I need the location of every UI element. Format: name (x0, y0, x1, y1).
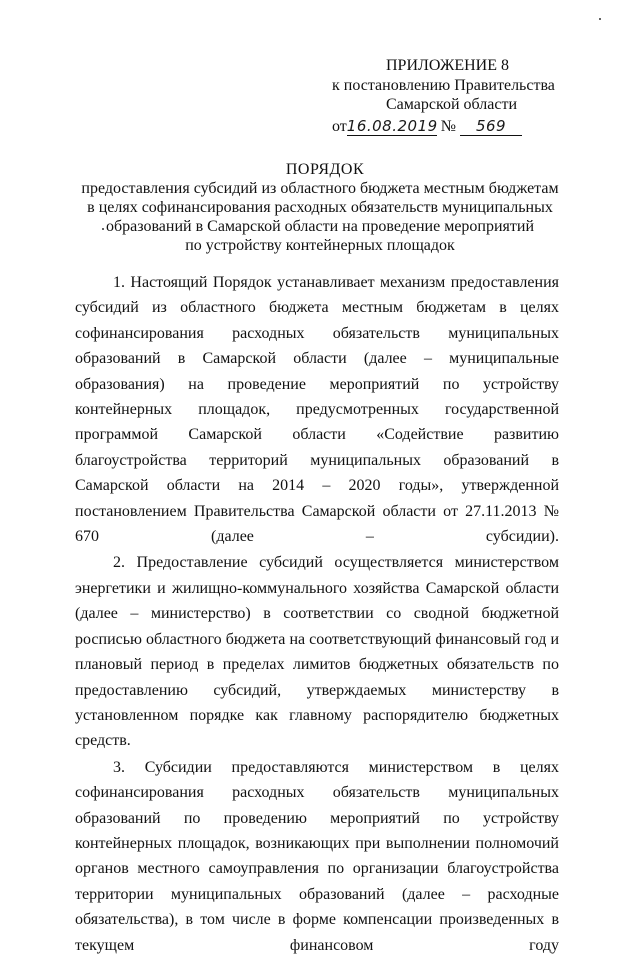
handwritten-number: 569 (460, 118, 522, 136)
appendix-title: ПРИЛОЖЕНИЕ 8 (386, 57, 510, 74)
appendix-date-line (330, 117, 570, 137)
paragraph-1: 1. Настоящий Порядок устанавливает механизм предоставления субсидий из областного бюджета местным бюджетам в целях софинансирования расходных обязательств муниципальных образований в Самарской области (далее – муниципальные образования) на проведение мероприятий по устройству контейнерных площадок, предусмотренных государственной программой Самарской области «Содействие развитию благоустройства территорий муниципальных образований в Самарской области на 2014 – 2020 годы», утвержденной постановлением Правительства Самарской области от 27.11.2013 № 670 (далее – субсидии). (75, 274, 559, 546)
handwritten-date: 16.08.2019 (346, 116, 438, 135)
scan-speck (102, 228, 104, 230)
heading-subtitle-line: предоставления субсидий из областного бюджета местным бюджетам (81, 180, 559, 197)
appendix-resolution-line: к постановлению Правительства (332, 76, 555, 94)
heading-subtitle-line: образований в Самарской области на проведение мероприятий (105, 218, 535, 235)
scan-speck (599, 18, 601, 20)
document-body (75, 270, 559, 959)
heading-subtitle-line: по устройству контейнерных площадок (185, 237, 455, 254)
number-label: № (440, 117, 457, 135)
appendix-region-line: Самарской области (386, 96, 517, 113)
date-prefix: от (332, 117, 347, 135)
heading-subtitle-line: в целях софинансирования расходных обязательств муниципальных (87, 199, 553, 216)
appendix-block (330, 56, 570, 136)
document-heading (0, 160, 640, 255)
paragraph-3: 3. Субсидии предоставляются министерством в целях софинансирования расходных обязательств муниципальных образований по проведению мероприятий по устройству контейнерных площадок, возникающих при выполнении полномочий органов местного самоуправления по организации благоустройства территории муниципальных образований (далее – расходные обязательства), в том числе в форме компенсации произведенных в текущем финансовом году (75, 758, 559, 954)
heading-title: ПОРЯДОК (285, 161, 365, 178)
paragraph-2: 2. Предоставление субсидий осуществляется министерством энергетики и жилищно-коммунального хозяйства Самарской области (далее – министерство) в соответствии со сводной бюджетной росписью областного бюджета на соответствующий финансовый год и плановый период в пределах лимитов бюджетных обязательств по предоставлению субсидий, утверждаемых министерству в установленном порядке как главному распорядителю бюджетных средств. (75, 554, 559, 750)
